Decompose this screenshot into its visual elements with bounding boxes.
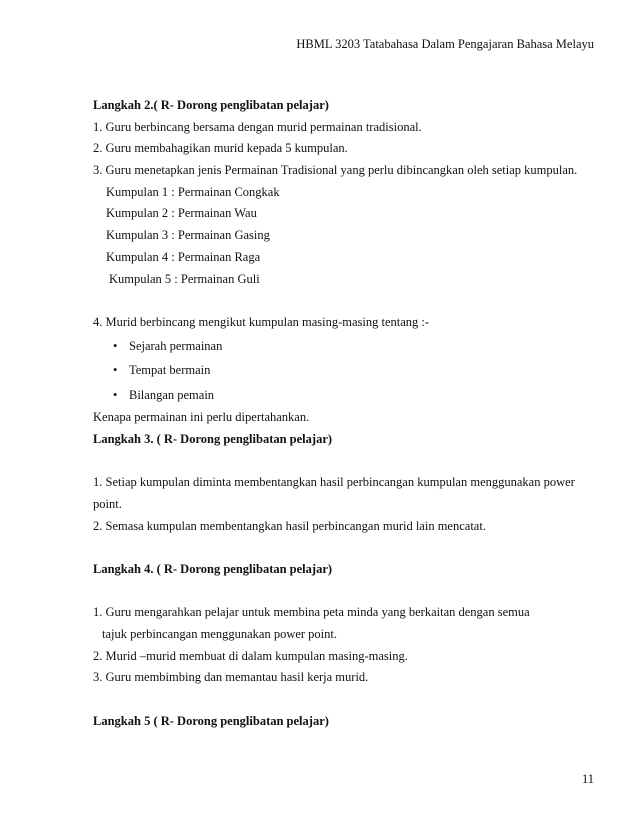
group-3: Kumpulan 3 : Permainan Gasing [106, 228, 270, 243]
group-1: Kumpulan 1 : Permainan Congkak [106, 184, 280, 199]
bullet-item [93, 334, 603, 359]
bullet-item [93, 358, 603, 383]
bullet-item [93, 383, 603, 408]
group-4: Kumpulan 4 : Permainan Raga [106, 249, 261, 264]
group-2: Kumpulan 2 : Permainan Wau [106, 206, 257, 221]
section-4-heading: Langkah 4. ( R- Dorong penglibatan pelajar) [93, 561, 333, 576]
bullet-icon: • [113, 387, 118, 402]
bullet-text: Sejarah permainan [129, 338, 223, 353]
section-3-item-2: 2. Semasa kumpulan membentangkan hasil perbincangan murid lain mencatat. [93, 518, 486, 533]
bullet-icon: • [113, 338, 118, 353]
section-3-heading: Langkah 3. ( R- Dorong penglibatan pelajar) [93, 431, 333, 446]
bullet-text: Bilangan pemain [129, 387, 215, 402]
section-2-heading: Langkah 2.( R- Dorong penglibatan pelajar) [93, 98, 329, 112]
section-2-item-4: 4. Murid berbincang mengikut kumpulan masing-masing tentang :- [93, 314, 430, 329]
group-5: Kumpulan 5 : Permainan Guli [109, 271, 260, 286]
document-body [93, 95, 603, 732]
section-2-item-3: 3. Guru menetapkan jenis Permainan Tradisional yang perlu dibincangkan oleh setiap kumpulan. [93, 163, 578, 178]
page-header: HBML 3203 Tatabahasa Dalam Pengajaran Bahasa Melayu [296, 37, 594, 51]
section-5-heading: Langkah 5 ( R- Dorong penglibatan pelajar) [93, 713, 329, 728]
section-3-item-1-line-1: 1. Setiap kumpulan diminta membentangkan hasil perbincangan kumpulan menggunakan power [93, 475, 575, 490]
section-2-item-2: 2. Guru membahagikan murid kepada 5 kumpulan. [93, 141, 348, 156]
bullet-text: Tempat bermain [129, 363, 211, 378]
section-4-item-1-line-1: 1. Guru mengarahkan pelajar untuk membina peta minda yang berkaitan dengan semua [93, 605, 530, 620]
section-3-item-1-line-2: point. [93, 496, 122, 511]
section-4-item-3: 3. Guru membimbing dan memantau hasil kerja murid. [93, 670, 369, 685]
section-4-item-2: 2. Murid –murid membuat di dalam kumpulan masing-masing. [93, 648, 408, 663]
section-2-closing: Kenapa permainan ini perlu dipertahankan. [93, 410, 310, 425]
page-number: 11 [581, 772, 594, 786]
bullet-icon: • [113, 363, 118, 378]
section-4-item-1-line-2: tajuk perbincangan menggunakan power point. [102, 626, 337, 641]
section-2-item-1: 1. Guru berbincang bersama dengan murid permainan tradisional. [93, 119, 422, 134]
